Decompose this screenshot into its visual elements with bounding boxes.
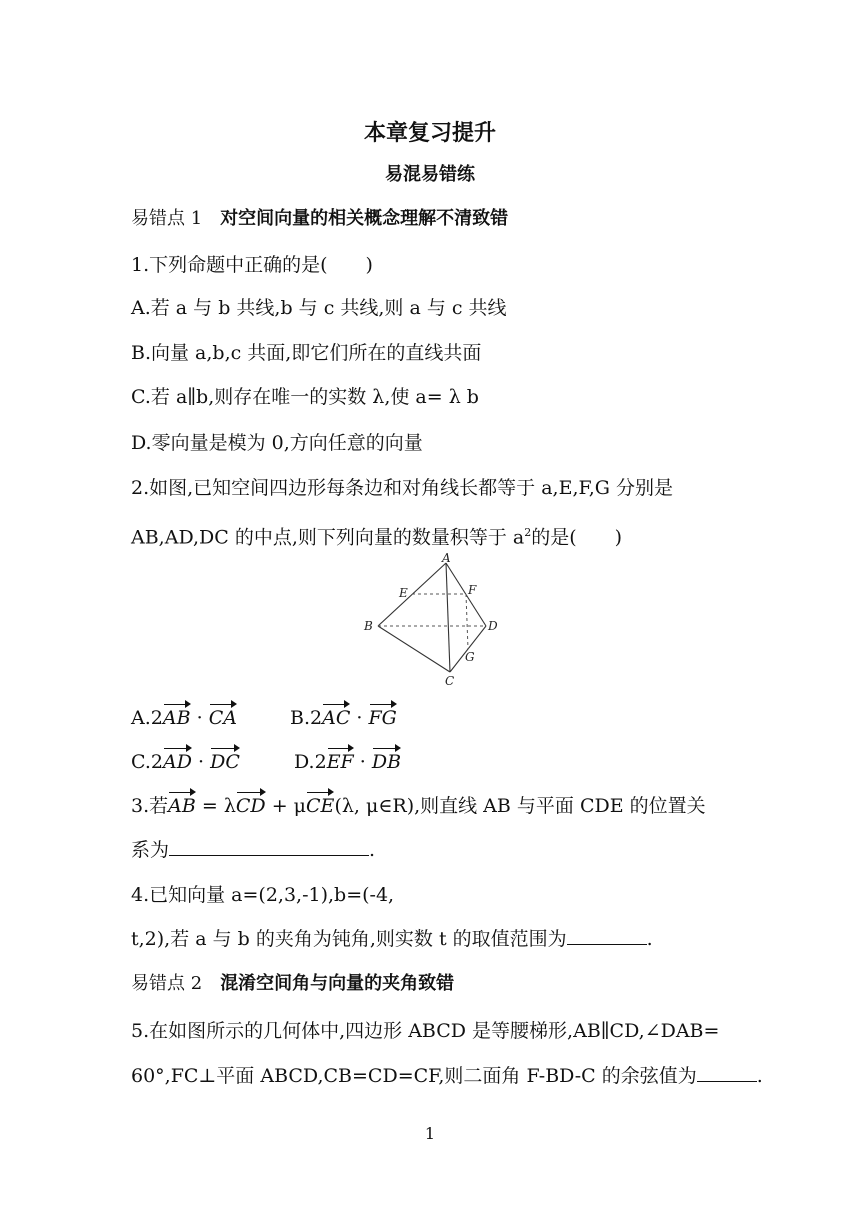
option-a [131,707,237,729]
answer-blank[interactable] [567,926,647,945]
section-heading-2 [131,971,454,997]
edge-ac [446,563,450,672]
option-prefix: C.2 [131,751,163,773]
page-title: 本章复习提升 [363,121,496,146]
question-1-option-c: C.若 a∥b,则存在唯一的实数 λ,使 a= λ b [131,386,479,408]
q3-text: + μ [265,795,307,817]
option-prefix: B.2 [290,707,323,729]
stem-text: AB,AD,DC 的中点,则下列向量的数量积等于 a [131,526,525,549]
q4-text: . [646,928,653,950]
section-number: 易错点 1 [131,208,203,229]
option-prefix: A.2 [131,707,163,729]
dot: · [356,707,363,729]
option-b [290,702,397,731]
segment-fg [466,594,468,649]
q5-text: . [756,1065,763,1087]
question-1-option-d: D.零向量是模为 0,方向任意的向量 [131,432,423,454]
vector: DB [372,746,401,775]
question-3-line2 [131,837,375,863]
question-4-line2 [131,926,653,952]
vector: AB [163,702,191,731]
q4-text: t,2),若 a 与 b 的夹角为钝角,则实数 t 的取值范围为 [131,928,567,950]
q5-text: 60°,FC⊥平面 ABCD,CB=CD=CF,则二面角 F-BD-C 的余弦值为 [131,1065,697,1087]
question-3-line1 [131,790,706,819]
page-number: 1 [424,1124,436,1143]
answer-blank[interactable] [697,1063,757,1082]
option-prefix: D.2 [294,751,327,773]
label-b: B [364,619,373,633]
vector: CD [236,790,266,819]
q3-text: 3.若 [131,795,169,817]
vector: DC [210,746,240,775]
q3-text: = λ [195,795,236,817]
stem-text: 的是( ) [531,526,623,549]
vector: FG [369,702,397,731]
option-c [131,751,240,773]
edge-bc [378,626,450,672]
question-5-line2 [131,1063,763,1089]
q3-text: (λ, μ∈R),则直线 AB 与平面 CDE 的位置关 [334,795,706,817]
superscript: 2 [524,526,532,539]
section-number: 易错点 2 [131,973,203,994]
vector: CA [209,702,237,731]
section-heading-1 [131,206,508,232]
question-2-options-row2 [131,746,402,775]
label-f: F [468,583,477,597]
question-2-stem-line1: 2.如图,已知空间四边形每条边和对角线长都等于 a,E,F,G 分别是 [131,477,673,499]
label-c: C [445,674,455,688]
label-a: A [442,553,451,565]
question-1-stem: 1.下列命题中正确的是( ) [131,254,373,276]
q3-text: . [369,839,376,861]
vector: CE [306,790,334,819]
tetrahedron-figure [358,553,508,688]
label-d: D [488,619,498,633]
question-5-line1: 5.在如图所示的几何体中,四边形 ABCD 是等腰梯形,AB∥CD,∠DAB= [131,1020,720,1042]
label-g: G [465,650,475,664]
question-2-options-row1 [131,702,397,731]
answer-blank[interactable] [169,837,369,856]
page-subtitle: 易混易错练 [385,164,475,185]
vector: EF [327,746,354,775]
section-title: 混淆空间角与向量的夹角致错 [220,973,455,994]
question-4-line1: 4.已知向量 a=(2,3,-1),b=(-4, [131,884,395,906]
question-1-option-b: B.向量 a,b,c 共面,即它们所在的直线共面 [131,342,482,364]
question-2-stem-line2 [131,520,622,550]
question-1-option-a: A.若 a 与 b 共线,b 与 c 共线,则 a 与 c 共线 [131,297,507,319]
q3-text: 系为 [131,839,170,861]
vector: AB [168,790,196,819]
vector: AD [163,746,192,775]
label-e: E [399,586,408,600]
dot: · [198,751,205,773]
section-title: 对空间向量的相关概念理解不清致错 [220,208,509,229]
dot: · [196,707,203,729]
option-d [294,746,401,775]
vector: AC [322,702,350,731]
dot: · [359,751,366,773]
